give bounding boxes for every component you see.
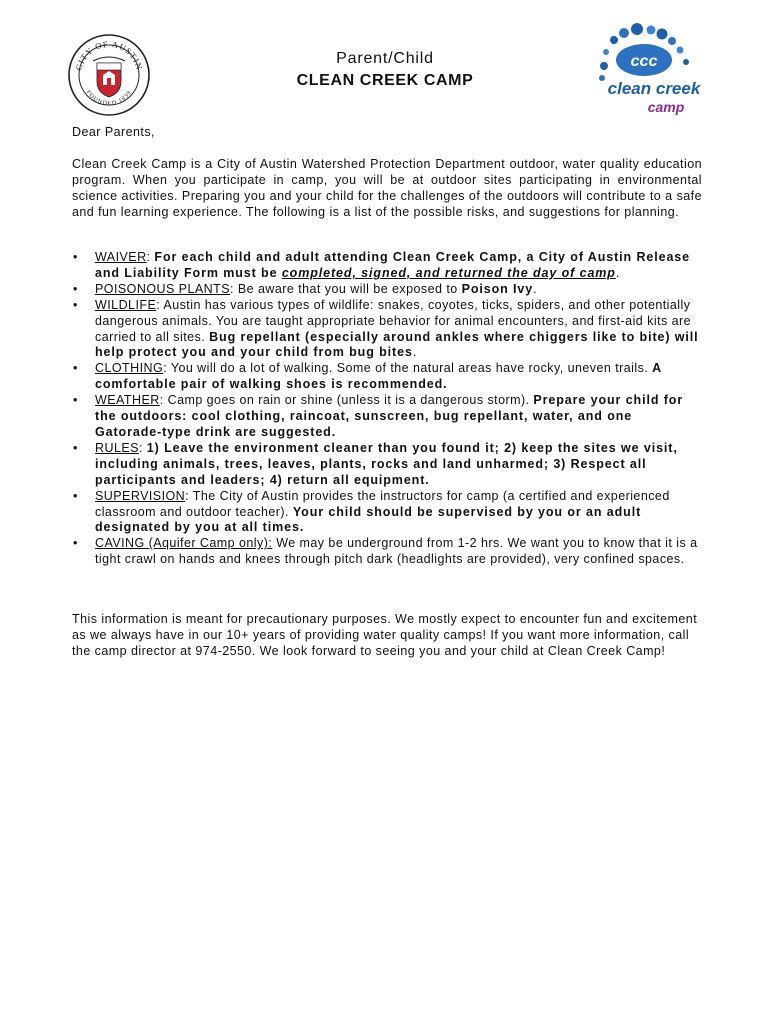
item-bold-text: A comfortable pair of walking shoes is recommended. [95, 361, 662, 392]
item-text: We may be underground from 1-2 hrs. We want you to know that it is a tight crawl on hands and knees through pitch dark (headlights are provided), very confined spaces. [95, 536, 698, 567]
intro-paragraph: Clean Creek Camp is a City of Austin Watershed Protection Department outdoor, water quality education program. When you participate in camp, you will be at outdoor sites participating in environmental science activities. Preparing you and your child for the challenges of the outdoors will contribute to a safe and fun learning experience. The following is a list of the possible risks, and suggestions for planning. [72, 157, 702, 219]
item-text: Austin has various types of wildlife: snakes, coyotes, ticks, spiders, and other potentially dangerous animals. You are taught appropriate behavior for animal encounters, and first-aid kits are carried to all sites. [95, 297, 692, 344]
item-label: CAVING (Aquifer Camp only): [95, 536, 273, 551]
item-emphasis: completed, signed, and returned the day of camp [281, 265, 616, 280]
list-item-caving [72, 536, 702, 568]
logo-wordmark: clean creek [607, 79, 701, 98]
list-item-wildlife: • WILDLIFE: Austin has various types of wildlife: snakes, coyotes, ticks, spiders, and other potentially dangerous animals. You are taught appropriate behavior for animal encounters, and first-aid kits are carried to all sites. Bug repellant (especially around ankles where chiggers like to bite) will help protect you and your child from bug bites. [72, 298, 702, 362]
item-bold-text: Poison Ivy [461, 281, 534, 296]
risk-list [72, 250, 702, 568]
item-text: The City of Austin provides the instructors for camp (a certified and experienced classroom and outdoor teacher). [95, 488, 670, 519]
svg-text:CITY OF AUSTIN: CITY OF AUSTIN [73, 38, 145, 72]
item-label: POISONOUS PLANTS [95, 281, 231, 296]
list-item-waiver: • WAIVER: For each child and adult attending Clean Creek Camp, a City of Austin Release and Liability Form must be completed, signed, and returned the day of camp. [72, 250, 702, 282]
item-text: Camp goes on rain or shine (unless it is a dangerous storm). [167, 393, 534, 408]
document-subtitle: CLEAN CREEK CAMP [296, 72, 474, 89]
clean-creek-camp-logo-icon [596, 22, 706, 126]
list-item-supervision: • SUPERVISION: The City of Austin provides the instructors for camp (a certified and experienced classroom and outdoor teacher). Your child should be supervised by you or an adult designated by you at all times. [72, 489, 702, 537]
item-text: You will do a lot of walking. Some of the natural areas have rocky, uneven trails. [170, 361, 653, 376]
item-bold-text: Prepare your child for the outdoors: cool clothing, raincoat, sunscreen, bug repellant, water, and one Gatorade-type drink are suggested. [95, 393, 684, 439]
svg-text:FOUNDED 1839: FOUNDED 1839 [84, 89, 134, 108]
item-bold-text: For each child and adult attending Clean Creek Camp, a City of Austin Release and Liability Form must be [95, 250, 691, 280]
document-title: Parent/Child [336, 50, 434, 67]
item-bold-text: Your child should be supervised by you or an adult designated by you at all times. [95, 504, 642, 535]
list-item-weather: • WEATHER: Camp goes on rain or shine (unless it is a dangerous storm). Prepare your child for the outdoors: cool clothing, raincoat, sunscreen, bug repellant, water, and one Gatorade-type drink are suggested. [72, 393, 702, 441]
greeting: Dear Parents, [72, 125, 155, 139]
item-bold-text: Bug repellant (especially around ankles where chiggers like to bite) will help protect you and your child from bug bites [95, 329, 699, 360]
list-item-poisonous-plants: • POISONOUS PLANTS: Be aware that you will be exposed to Poison Ivy. [72, 282, 702, 298]
closing-paragraph: This information is meant for precautionary purposes. We mostly expect to encounter fun and excitement as we always have in our 10+ years of providing water quality camps! If you want more information, call the camp director at 974-2550. We look forward to seeing you and your child at Clean Creek Camp! [72, 612, 698, 658]
item-label: RULES [95, 440, 139, 455]
item-label: WEATHER [95, 393, 160, 408]
item-label: SUPERVISION [95, 488, 186, 503]
list-item-clothing: • CLOTHING: You will do a lot of walking. Some of the natural areas have rocky, uneven trails. A comfortable pair of walking shoes is recommended. [72, 361, 702, 393]
item-label: WILDLIFE [95, 297, 157, 312]
item-text: Be aware that you will be exposed to [237, 281, 462, 296]
svg-text:camp: camp [647, 99, 685, 115]
list-item-rules: • RULES: 1) Leave the environment cleaner than you found it; 2) keep the sites we visit, including animals, trees, leaves, plants, rocks and land unharmed; 3) Respect all participants and leaders; 4) return all equipment. [72, 441, 702, 489]
city-seal-icon [67, 33, 151, 117]
svg-text:ccc: ccc [630, 53, 658, 70]
item-label: WAIVER [95, 250, 147, 264]
item-bold-text: 1) Leave the environment cleaner than you found it; 2) keep the sites we visit, including animals, trees, leaves, plants, rocks and land unharmed; 3) Respect all participants and leaders; 4) return all equipment. [95, 440, 678, 487]
item-label: CLOTHING [95, 361, 164, 376]
